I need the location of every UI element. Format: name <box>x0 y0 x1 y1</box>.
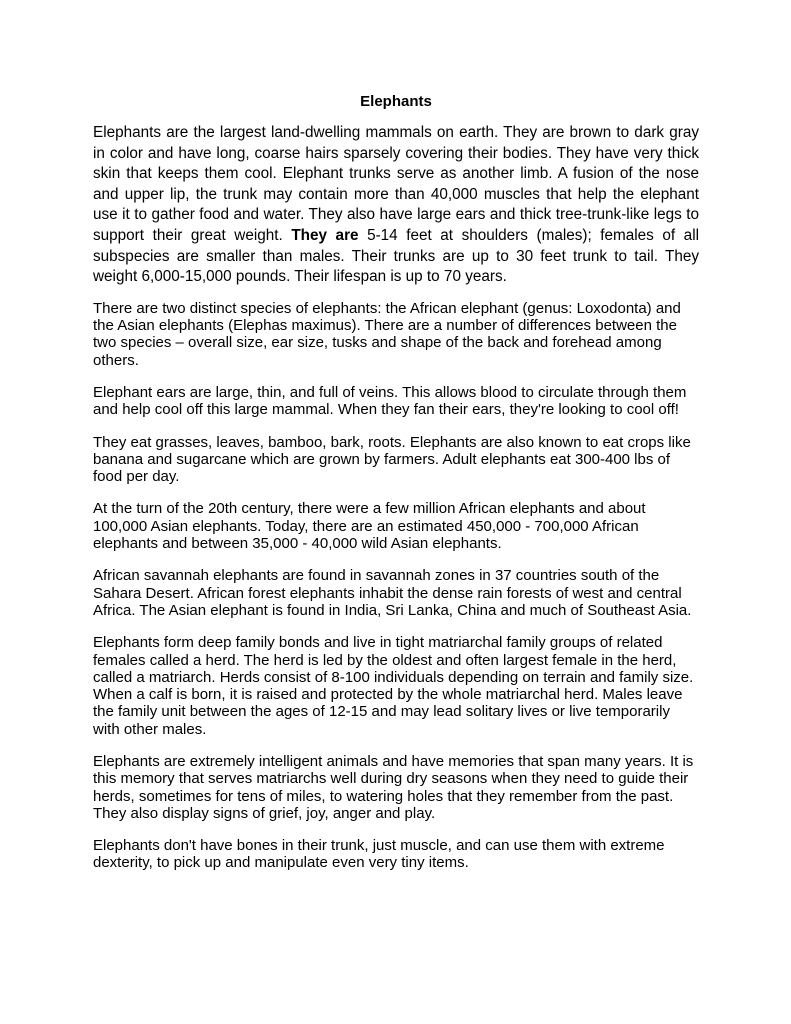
paragraph-family: Elephants form deep family bonds and live in tight matriarchal family groups of related females called a herd. The herd is led by the oldest and often largest female in the herd, called a matriarch. Herds consist of 8-100 individuals depending on terrain and family size. When a calf is born, it is raised and protected by the whole matriarchal herd. Males leave the family unit between the ages of 12-15 and may lead solitary lives or live temporarily with other males. <box>93 634 694 738</box>
document-title: Elephants <box>360 93 432 110</box>
intro-text-part1: Elephants are the largest land-dwelling mammals on earth. They are brown to dark gray in color and have long, coarse hairs sparsely covering their bodies. They have very thick skin that keeps them cool. Elephant trunks serve as another limb. A fusion of the nose and upper lip, the trunk may contain more than 40,000 muscles that help the elephant use it to gather food and water. They also have large ears and thick tree-trunk-like legs to support their great weight. <box>93 124 699 244</box>
intro-bold-text: They are <box>291 226 359 244</box>
paragraph-trunk: Elephants don't have bones in their trunk, just muscle, and can use them with extreme dexterity, to pick up and manipulate even very tiny items. <box>93 837 665 872</box>
paragraph-intelligence: Elephants are extremely intelligent animals and have memories that span many years. It is this memory that serves matriarchs well during dry seasons when they need to guide their herds, sometimes for tens of miles, to watering holes that they remember from the past. They also display signs of grief, joy, anger and play. <box>93 752 694 822</box>
paragraph-ears: Elephant ears are large, thin, and full of veins. This allows blood to circulate through them and help cool off this large mammal. When they fan their ears, they're looking to cool off! <box>93 383 687 419</box>
document-page <box>93 93 699 887</box>
paragraph-diet: They eat grasses, leaves, bamboo, bark, roots. Elephants are also known to eat crops like banana and sugarcane which are grown by farmers. Adult elephants eat 300-400 lbs of food per day. <box>93 433 691 486</box>
paragraph-population: At the turn of the 20th century, there were a few million African elephants and about 100,000 Asian elephants. Today, there are an estimated 450,000 - 700,000 African elephants and between 35,000 - 40,000 wild Asian elephants. <box>93 500 646 553</box>
intro-paragraph <box>93 123 699 288</box>
intro-text-part2: 5-14 feet at shoulders (males); females of all subspecies are smaller than males. Their trunks are up to 30 feet trunk to tail. They weight 6,000-15,000 pounds. Their lifespan is up to 70 years. <box>93 226 699 286</box>
paragraph-species: There are two distinct species of elephants: the African elephant (genus: Loxodonta) and the Asian elephants (Elephas maximus). There are a number of differences between the two species – overall size, ear size, tusks and shape of the back and forehead among others. <box>93 299 681 369</box>
paragraph-habitat: African savannah elephants are found in savannah zones in 37 countries south of the Sahara Desert. African forest elephants inhabit the dense rain forests of west and central Africa. The Asian elephant is found in India, Sri Lanka, China and much of Southeast Asia. <box>93 567 692 619</box>
